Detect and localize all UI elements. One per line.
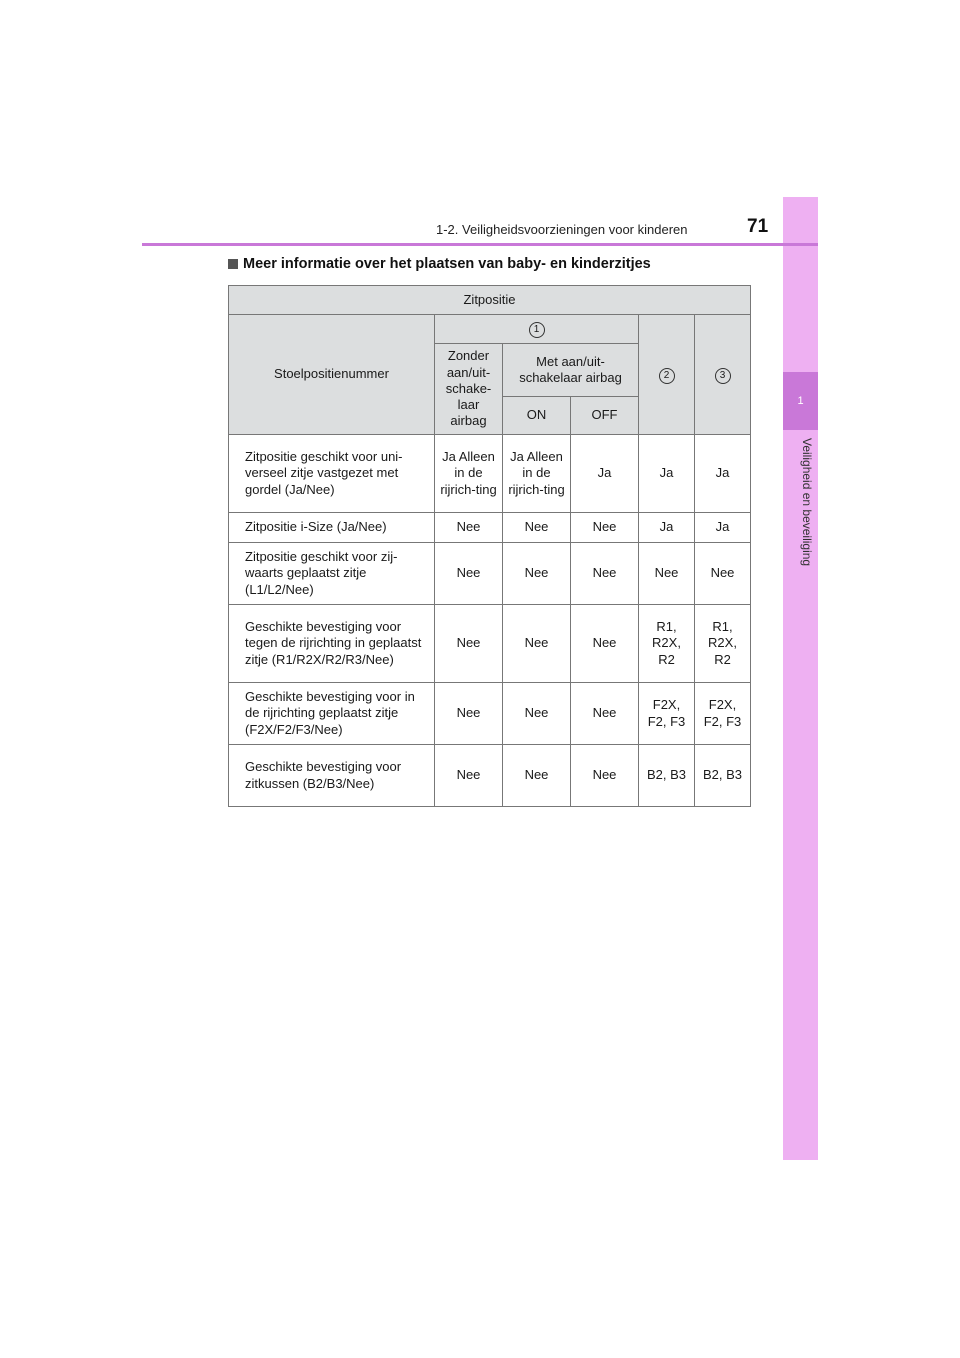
table-cell: Ja Alleen in de rijrich-ting: [503, 435, 571, 513]
circled-number-icon: 2: [659, 368, 675, 384]
table-cell: R1, R2X, R2: [695, 605, 751, 683]
header-title: 1-2. Veiligheidsvoorzieningen voor kinderen: [436, 222, 688, 237]
section-title: [228, 256, 651, 272]
table-cell: Nee: [571, 683, 639, 745]
row-label: Geschikte bevestiging voor zitkussen (B2/B3/Nee): [229, 745, 435, 807]
table-header-row: [229, 315, 751, 344]
seat-table: [228, 285, 751, 807]
on-header: ON: [503, 396, 571, 434]
table-cell: Ja: [695, 435, 751, 513]
seat-number-label: Stoelpositienummer: [229, 315, 435, 435]
table-row: [229, 543, 751, 605]
table-cell: Nee: [571, 513, 639, 543]
section-title-text: Meer informatie over het plaatsen van baby- en kinderzitjes: [243, 256, 651, 272]
row-label: Zitpositie i-Size (Ja/Nee): [229, 513, 435, 543]
without-switch-header: Zonder aan/uit-schake-laar airbag: [435, 344, 503, 435]
table-cell: Nee: [435, 683, 503, 745]
table-cell: R1, R2X, R2: [639, 605, 695, 683]
table-cell: Nee: [503, 683, 571, 745]
table-cell: Nee: [435, 513, 503, 543]
circled-number-icon: 3: [715, 368, 731, 384]
table-cell: Nee: [571, 605, 639, 683]
table-cell: Nee: [639, 543, 695, 605]
table-cell: F2X, F2, F3: [695, 683, 751, 745]
seat-position-header: Zitpositie: [229, 286, 751, 315]
table-cell: Nee: [435, 543, 503, 605]
row-label: Geschikte bevestiging voor tegen de rijrichting in geplaatst zitje (R1/R2X/R2/R3/Nee): [229, 605, 435, 683]
table-cell: B2, B3: [695, 745, 751, 807]
table-row: [229, 435, 751, 513]
side-tab: [783, 197, 818, 1160]
row-label: Zitpositie geschikt voor uni-verseel zitje vastgezet met gordel (Ja/Nee): [229, 435, 435, 513]
position-2-header: [639, 315, 695, 435]
table-row: [229, 683, 751, 745]
off-header: OFF: [571, 396, 639, 434]
table-cell: Nee: [503, 605, 571, 683]
table-cell: Nee: [435, 745, 503, 807]
table-cell: Nee: [503, 543, 571, 605]
position-3-header: [695, 315, 751, 435]
chapter-number: 1: [783, 372, 818, 430]
row-label: Zitpositie geschikt voor zij-waarts geplaatst zitje (L1/L2/Nee): [229, 543, 435, 605]
table-cell: F2X, F2, F3: [639, 683, 695, 745]
table-cell: Nee: [503, 513, 571, 543]
square-bullet-icon: [228, 259, 238, 269]
row-label: Geschikte bevestiging voor in de rijrichting geplaatst zitje (F2X/F2/F3/Nee): [229, 683, 435, 745]
table-cell: B2, B3: [639, 745, 695, 807]
table-cell: Ja: [639, 435, 695, 513]
table-cell: Ja: [571, 435, 639, 513]
page-number: 71: [747, 216, 769, 237]
table-row: [229, 513, 751, 543]
table-row: [229, 605, 751, 683]
table-cell: Ja Alleen in de rijrich-ting: [435, 435, 503, 513]
table-header-row: [229, 286, 751, 315]
table-cell: Ja: [639, 513, 695, 543]
with-switch-header: Met aan/uit-schakelaar airbag: [503, 344, 639, 397]
header-rule: [142, 243, 818, 246]
table-cell: Nee: [503, 745, 571, 807]
table-cell: Ja: [695, 513, 751, 543]
position-1-header: [435, 315, 639, 344]
chapter-label: Veiligheid en beveiliging: [800, 438, 814, 567]
table-cell: Nee: [571, 543, 639, 605]
table-cell: Nee: [571, 745, 639, 807]
table-row: [229, 745, 751, 807]
table-cell: Nee: [435, 605, 503, 683]
table-cell: Nee: [695, 543, 751, 605]
circled-number-icon: 1: [529, 322, 545, 338]
